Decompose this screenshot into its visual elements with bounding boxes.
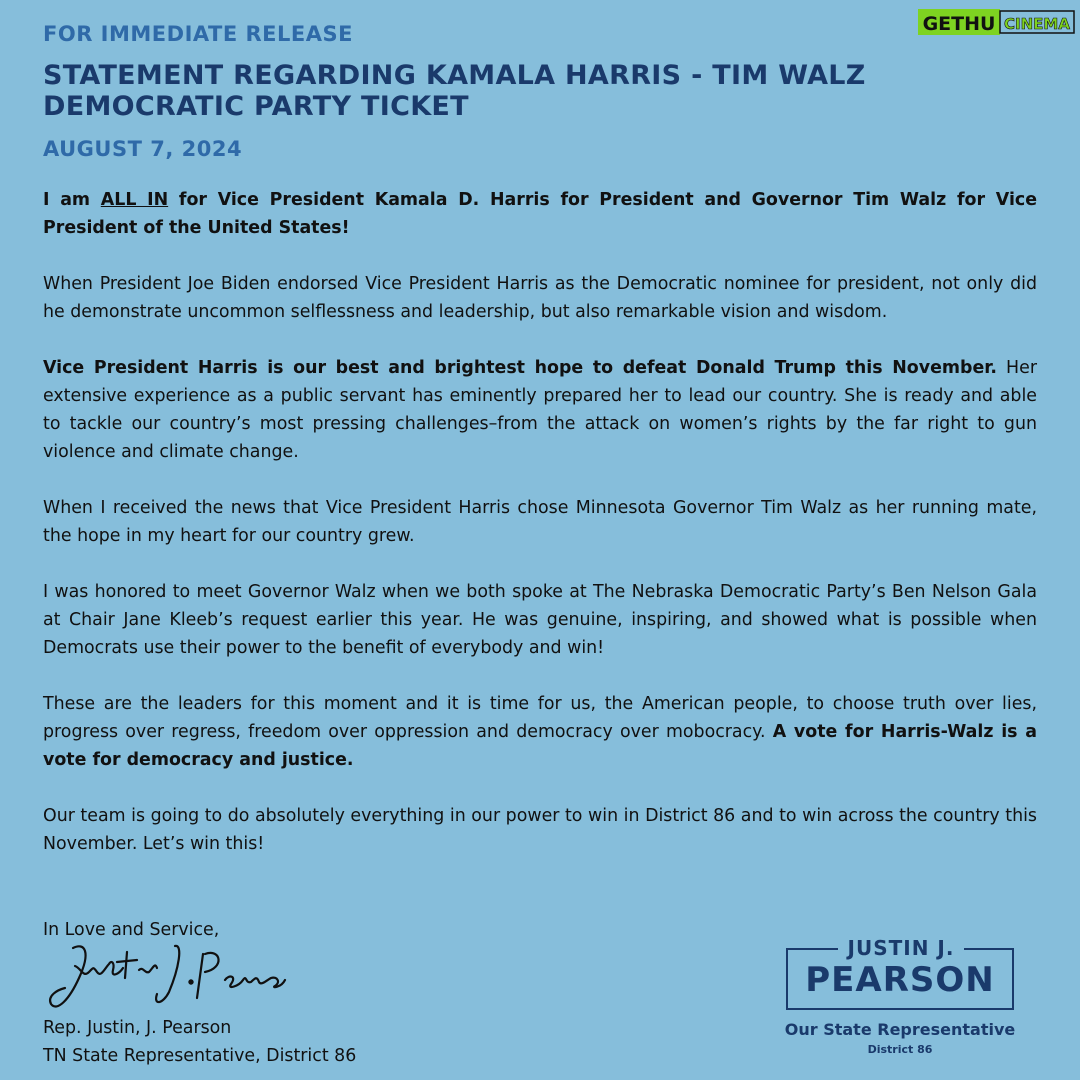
logo-tagline: Our State Representative xyxy=(784,1020,1016,1039)
signer-block xyxy=(43,1014,356,1070)
paragraph-2: When President Joe Biden endorsed Vice President Harris as the Democratic nominee for president, not only did he demonstrate uncommon selflessness and leadership, but also remarkable vision and wisdom. xyxy=(43,274,1037,322)
logo-district: District 86 xyxy=(867,1043,933,1056)
page-title: STATEMENT REGARDING KAMALA HARRIS - TIM WALZ DEMOCRATIC PARTY TICKET xyxy=(43,60,866,122)
logo-first-name: JUSTIN J. xyxy=(847,936,955,960)
release-label: FOR IMMEDIATE RELEASE xyxy=(43,22,353,46)
logo-frame-line xyxy=(964,948,1014,950)
paragraph-3: Vice President Harris is our best and brightest hope to defeat Donald Trump this November. Her extensive experience as a public servant has eminently prepared her to lead our country. She is ready and able to tackle our country’s most pressing challenges–from the attack on women’s rights by the far right to gun violence and climate change. xyxy=(43,358,1037,462)
closing-line: In Love and Service, xyxy=(43,920,220,940)
paragraph-5: I was honored to meet Governor Walz when we both spoke at The Nebraska Democratic Party’s Ben Nelson Gala at Chair Jane Kleeb’s request earlier this year. He was genuine, inspiring, and showed what is possible when Democrats use their power to the benefit of everybody and win! xyxy=(43,582,1037,658)
signature-image xyxy=(45,938,290,1020)
release-date: AUGUST 7, 2024 xyxy=(43,137,243,161)
watermark-text-1: GETHU xyxy=(922,13,996,35)
paragraph-6: These are the leaders for this moment and it is time for us, the American people, to choose truth over lies, progress over regress, freedom over oppression and democracy over mobocracy. A vote for Harris-Walz is a vote for democracy and justice. xyxy=(43,694,1037,770)
statement-body xyxy=(43,186,1037,858)
paragraph-1: I am ALL IN for Vice President Kamala D. Harris for President and Governor Tim Walz for Vice President of the United States! xyxy=(43,190,1038,238)
watermark-logo xyxy=(918,7,1076,37)
watermark-text-2: CINEMA xyxy=(1004,15,1070,33)
signer-title: TN State Representative, District 86 xyxy=(43,1046,357,1066)
paragraph-4: When I received the news that Vice President Harris chose Minnesota Governor Tim Walz as her running mate, the hope in my heart for our country grew. xyxy=(43,498,1037,546)
logo-last-name: PEARSON xyxy=(805,960,995,1000)
logo-frame-line xyxy=(786,948,838,950)
signer-name: Rep. Justin, J. Pearson xyxy=(43,1018,232,1038)
all-in-emphasis: ALL IN xyxy=(100,190,169,210)
paragraph-7: Our team is going to do absolutely everything in our power to win in District 86 and to win across the country this November. Let’s win this! xyxy=(43,806,1037,854)
